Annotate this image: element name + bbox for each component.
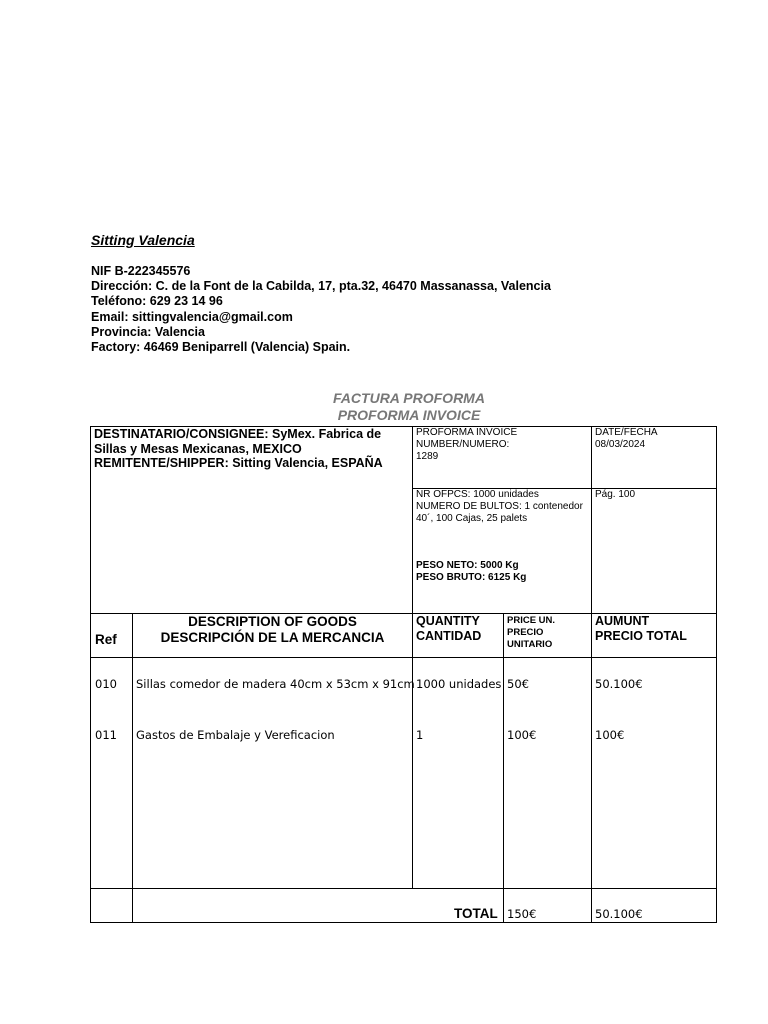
row-ref: 010 bbox=[95, 677, 117, 691]
net-weight: PESO NETO: 5000 Kg bbox=[416, 560, 519, 571]
parties-block bbox=[94, 427, 406, 471]
company-phone: Teléfono: 629 23 14 96 bbox=[91, 294, 223, 309]
header-price-es2: UNITARIO bbox=[507, 639, 553, 650]
date-label: DATE/FECHA bbox=[595, 427, 658, 438]
row-description: Sillas comedor de madera 40cm x 53cm x 91cm bbox=[136, 677, 415, 691]
shipper-text: REMITENTE/SHIPPER: Sitting Valencia, ESPAÑA bbox=[94, 456, 383, 470]
row-quantity: 1 bbox=[416, 728, 424, 742]
company-factory: Factory: 46469 Beniparrell (Valencia) Spain. bbox=[91, 340, 351, 355]
grid-line bbox=[591, 426, 592, 923]
grid-line bbox=[90, 657, 717, 658]
header-quantity-es: CANTIDAD bbox=[416, 628, 482, 643]
invoice-date: 08/03/2024 bbox=[595, 439, 646, 450]
company-nif: NIF B-222345576 bbox=[91, 264, 191, 278]
grid-line bbox=[132, 613, 133, 923]
invoice-number: 1289 bbox=[416, 451, 439, 462]
header-amount bbox=[595, 614, 687, 643]
invoice-number-block bbox=[416, 427, 517, 463]
date-block bbox=[595, 427, 658, 451]
total-label: TOTAL bbox=[454, 906, 498, 921]
company-name: Sitting Valencia bbox=[91, 232, 195, 248]
packages-count: NUMERO DE BULTOS: 1 contenedor 40´, 100 Cajas, 25 palets bbox=[416, 501, 583, 524]
company-email: Email: sittingvalencia@gmail.com bbox=[91, 309, 293, 324]
header-unit-price bbox=[507, 615, 555, 651]
header-description bbox=[133, 614, 412, 646]
row-total: 100€ bbox=[595, 728, 625, 742]
total-unit-price: 150€ bbox=[507, 907, 537, 921]
company-address: Dirección: C. de la Font de la Cabilda, 17, pta.32, 46470 Massanassa, Valencia bbox=[91, 279, 551, 294]
header-amount-en: AUMUNT bbox=[595, 614, 650, 628]
page-number: Pág. 100 bbox=[595, 489, 636, 500]
company-info bbox=[91, 264, 551, 355]
grid-line bbox=[503, 613, 504, 923]
header-amount-es: PRECIO TOTAL bbox=[595, 628, 687, 643]
header-ref: Ref bbox=[95, 632, 117, 647]
header-quantity-en: QUANTITY bbox=[416, 614, 480, 628]
document-title-es: FACTURA PROFORMA bbox=[333, 390, 485, 406]
total-amount: 50.100€ bbox=[595, 907, 643, 921]
invoice-number-label: NUMBER/NUMERO: bbox=[416, 439, 510, 450]
header-description-en: DESCRIPTION OF GOODS bbox=[188, 614, 357, 629]
weights-block bbox=[416, 560, 526, 584]
packages-block bbox=[416, 489, 588, 525]
row-unit-price: 50€ bbox=[507, 677, 529, 691]
pieces-count: NR OFPCS: 1000 unidades bbox=[416, 489, 539, 500]
row-description: Gastos de Embalaje y Vereficacion bbox=[136, 728, 335, 742]
header-description-es: DESCRIPCIÓN DE LA MERCANCIA bbox=[160, 630, 385, 645]
invoice-label: PROFORMA INVOICE bbox=[416, 427, 518, 438]
header-price-es1: PRECIO bbox=[507, 627, 544, 638]
consignee-text: DESTINATARIO/CONSIGNEE: SyMex. Fabrica de Sillas y Mesas Mexicanas, MEXICO bbox=[94, 427, 382, 456]
company-province: Provincia: Valencia bbox=[91, 324, 205, 339]
header-quantity bbox=[416, 614, 481, 643]
gross-weight: PESO BRUTO: 6125 Kg bbox=[416, 572, 527, 583]
row-quantity: 1000 unidades bbox=[416, 677, 502, 691]
row-ref: 011 bbox=[95, 728, 117, 742]
grid-line bbox=[90, 888, 717, 889]
document-title-en: PROFORMA INVOICE bbox=[337, 407, 481, 423]
grid-line bbox=[412, 426, 413, 888]
row-total: 50.100€ bbox=[595, 677, 643, 691]
row-unit-price: 100€ bbox=[507, 728, 537, 742]
header-price-en: PRICE UN. bbox=[507, 615, 556, 626]
